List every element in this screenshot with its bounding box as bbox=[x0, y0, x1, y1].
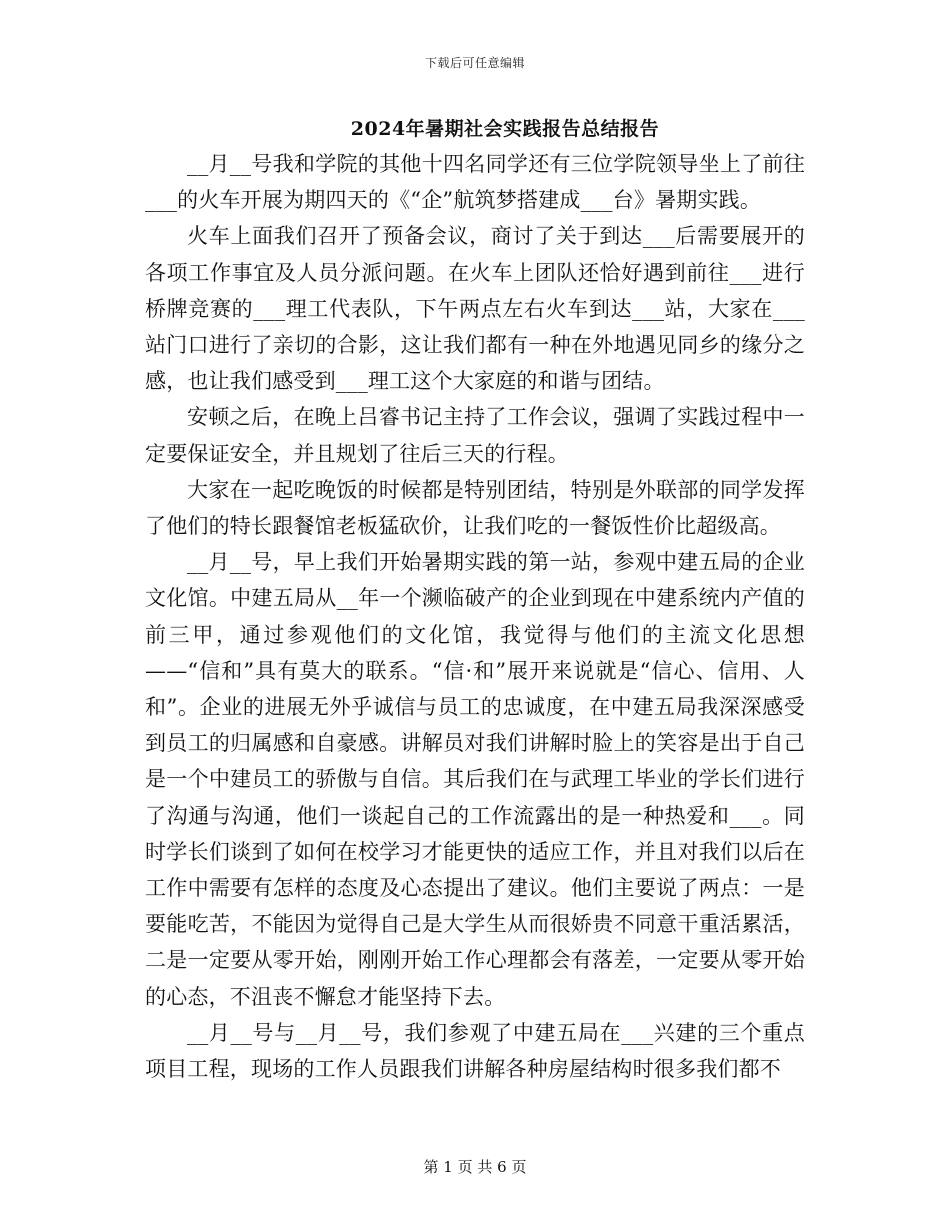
paragraph: 安顿之后，在晚上吕睿书记主持了工作会议，强调了实践过程中一定要保证安全，并且规划了往后三天的行程。 bbox=[145, 405, 805, 466]
document-body bbox=[145, 146, 805, 1087]
paragraph: 大家在一起吃晚饭的时候都是特别团结，特别是外联部的同学发挥了他们的特长跟餐馆老板猛砍价，让我们吃的一餐饭性价比超级高。 bbox=[145, 477, 805, 539]
paragraph: __月__号我和学院的其他十四名同学还有三位学院领导坐上了前往___的火车开展为期四天的《“企”航筑梦搭建成___台》暑期实践。 bbox=[145, 152, 805, 213]
paragraph: 火车上面我们召开了预备会议，商讨了关于到达___后需要展开的各项工作事宜及人员分派问题。在火车上团队还恰好遇到前往___进行桥牌竞赛的___理工代表队，下午两点左右火车到达___站，大家在___站门口进行了亲切的合影，这让我们都有一种在外地遇见同乡的缘分之感，也让我们感受到___理工这个大家庭的和谐与团结。 bbox=[145, 224, 805, 394]
page-number: 第 1 页 共 6 页 bbox=[423, 1158, 527, 1176]
document-title: 2024年暑期社会实践报告总结报告 bbox=[350, 118, 660, 140]
paragraph: __月__号，早上我们开始暑期实践的第一站，参观中建五局的企业文化馆。中建五局从__年一个濒临破产的企业到现在中建系统内产值的前三甲，通过参观他们的文化馆，我觉得与他们的主流文化思想——“信和”具有莫大的联系。“信·和”展开来说就是“信心、信用、人和”。企业的进展无外乎诚信与员工的忠诚度，在中建五局我深深感受到员工的归属感和自豪感。讲解员对我们讲解时脸上的笑容是出于自己是一个中建员工的骄傲与自信。其后我们在与武理工毕业的学长们进行了沟通与沟通，他们一谈起自己的工作流露出的是一种热爱和___。同时学长们谈到了如何在校学习才能更快的适应工作，并且对我们以后在工作中需要有怎样的态度及心态提出了建议。他们主要说了两点：一是要能吃苦，不能因为觉得自己是大学生从而很娇贵不同意干重活累活，二是一定要从零开始，刚刚开始工作心理都会有落差，一定要从零开始的心态，不沮丧不懈怠才能坚持下去。 bbox=[145, 550, 805, 1009]
page-header-note: 下载后可任意编辑 bbox=[424, 56, 525, 70]
paragraph: __月__号与__月__号，我们参观了中建五局在___兴建的三个重点项目工程，现场的工作人员跟我们讲解各种房屋结构时很多我们都不 bbox=[145, 1020, 805, 1082]
